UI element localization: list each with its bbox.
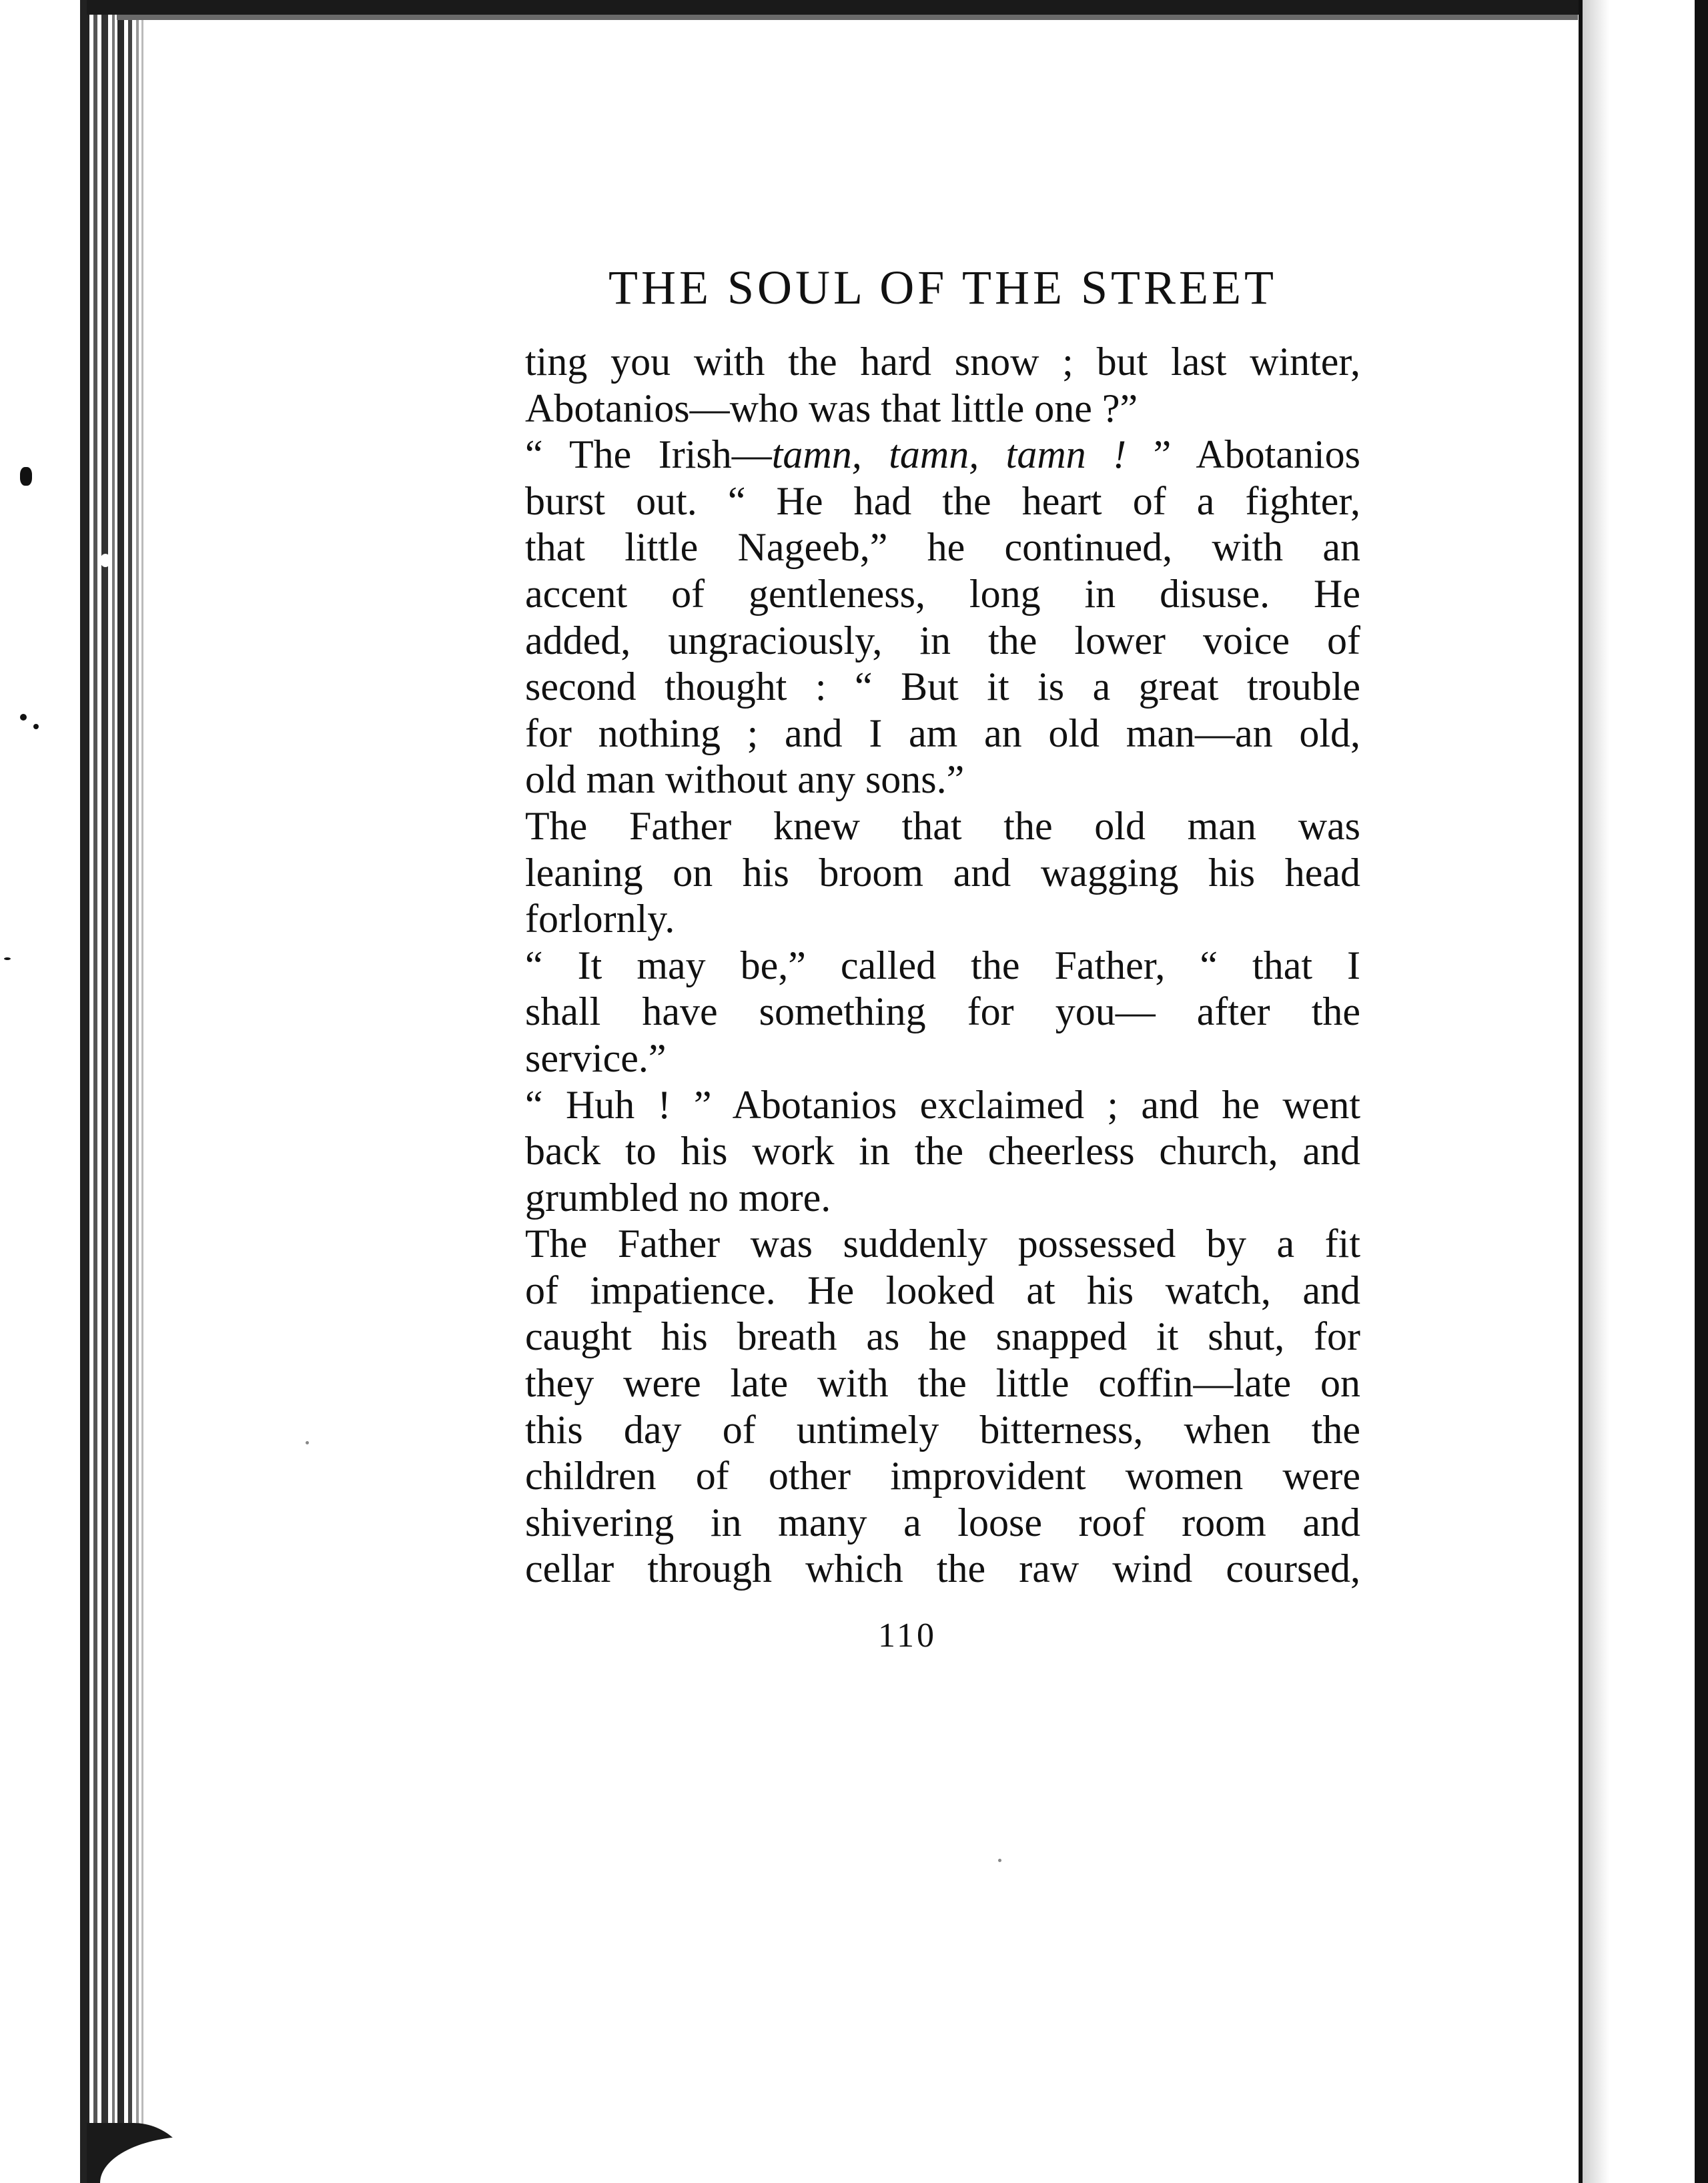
- text-segment: ” Abotanios: [1126, 432, 1360, 477]
- text-line: Abotanios—who was that little one ?”: [525, 386, 1138, 430]
- right-page-edge: [1695, 0, 1708, 2183]
- scan-speck: [100, 554, 111, 567]
- text-line: forlornly.: [525, 897, 675, 941]
- text-line: “ Huh ! ” Abotanios exclaimed ; and he went: [525, 1082, 1360, 1127]
- text-line: back to his work in the cheerless church, and: [525, 1129, 1360, 1174]
- page-stack-edge: [128, 0, 132, 2183]
- text-segment: “ The Irish—: [525, 432, 772, 477]
- text-line: this day of untimely bitterness, when the: [525, 1407, 1360, 1452]
- text-line: that little Nageeb,” he continued, with an: [525, 525, 1360, 570]
- text-line: old man without any sons.”: [525, 757, 965, 802]
- italic-segment: tamn, tamn, tamn !: [771, 432, 1127, 477]
- text-line: children of other improvident women were: [525, 1454, 1360, 1498]
- scan-speck: [20, 467, 32, 486]
- text-line: The Father knew that the old man was: [525, 803, 1360, 848]
- running-head: THE SOUL OF THE STREET: [608, 261, 1277, 314]
- page-stack-edge: [112, 0, 115, 2183]
- text-line: they were late with the little coffin—late on: [525, 1361, 1360, 1406]
- page-stack-edge: [136, 0, 139, 2183]
- text-line: The Father was suddenly possessed by a fit: [525, 1222, 1360, 1266]
- top-frame-shadow: [117, 15, 1578, 20]
- text-line: accent of gentleness, long in disuse. He: [525, 571, 1360, 616]
- text-line: second thought : “ But it is a great trouble: [525, 665, 1360, 709]
- text-line: for nothing ; and I am an old man—an old,: [525, 711, 1360, 755]
- text-line: leaning on his broom and wagging his head: [525, 850, 1360, 895]
- text-line: shall have something for you— after the: [525, 989, 1360, 1034]
- text-line: caught his breath as he snapped it shut, for: [525, 1314, 1360, 1359]
- page-stack-edge: [101, 0, 108, 2183]
- scan-speck: [20, 714, 27, 721]
- text-line: shivering in many a loose roof room and: [525, 1500, 1360, 1545]
- right-page-shadow: [1583, 0, 1609, 2183]
- text-line: cellar through which the raw wind coursed,: [525, 1547, 1360, 1591]
- scan-speck: [306, 1441, 309, 1444]
- scan-speck: [33, 724, 39, 729]
- scan-speck: [4, 957, 11, 960]
- text-line: service.”: [525, 1035, 667, 1080]
- page-number: 110: [877, 1617, 937, 1655]
- text-line-italic-mix: [525, 432, 1360, 478]
- page-stack-edge: [93, 0, 97, 2183]
- page-stack-edge: [80, 0, 89, 2183]
- text-line: ting you with the hard snow ; but last winter,: [525, 340, 1360, 384]
- body-text: [525, 339, 1360, 1593]
- text-line: “ It may be,” called the Father, “ that I: [525, 943, 1360, 987]
- scan-speck: [998, 1859, 1001, 1862]
- top-frame-edge: [87, 0, 1581, 15]
- text-line: burst out. “ He had the heart of a fighter,: [525, 478, 1360, 523]
- page-stack-edge: [117, 0, 124, 2183]
- text-line: grumbled no more.: [525, 1175, 831, 1220]
- page-stack-edge: [141, 0, 143, 2183]
- text-line: added, ungraciously, in the lower voice of: [525, 618, 1360, 663]
- text-line: of impatience. He looked at his watch, and: [525, 1268, 1360, 1312]
